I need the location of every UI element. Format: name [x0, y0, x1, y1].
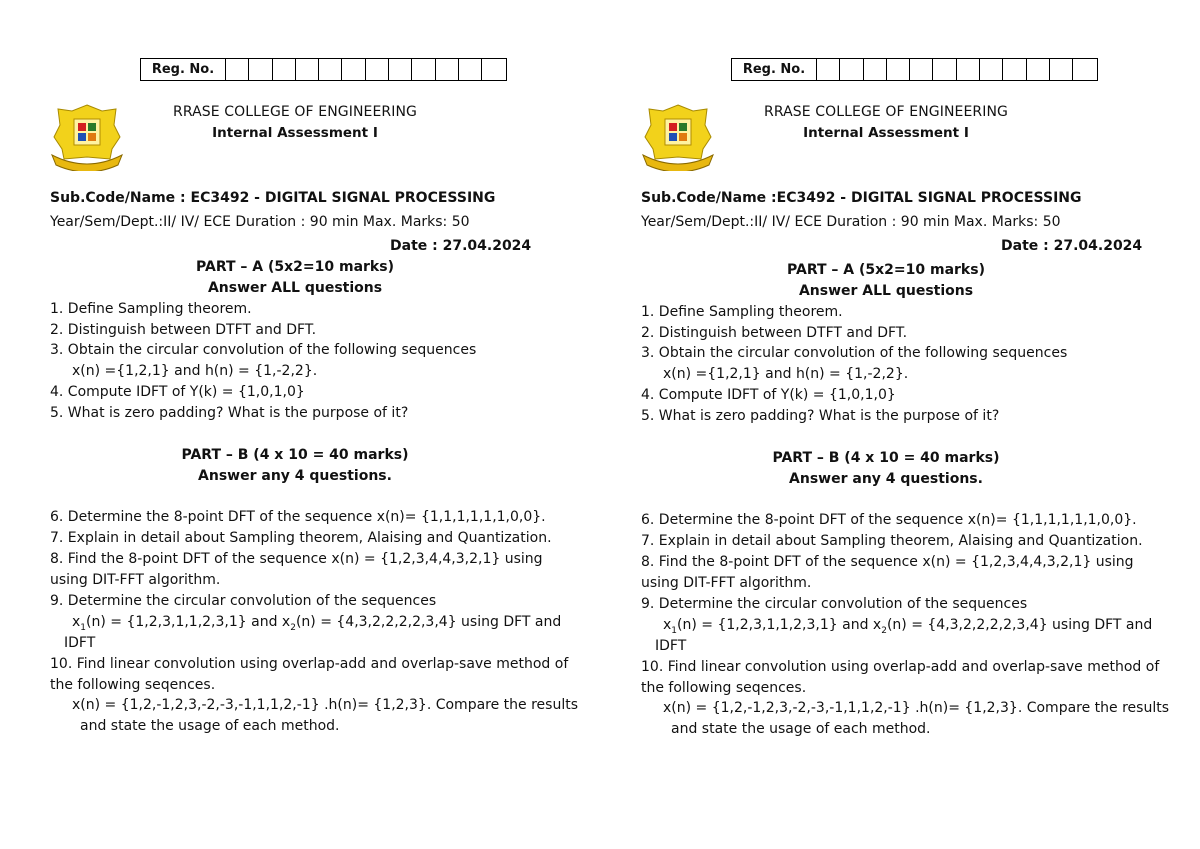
reg-no-cell[interactable]: [296, 59, 319, 80]
question-2: 2. Distinguish between DTFT and DFT.: [50, 322, 317, 338]
reg-no-cell[interactable]: [249, 59, 272, 80]
question-9-sequences: [663, 617, 1152, 636]
reg-no-cell[interactable]: [366, 59, 389, 80]
question-3: 3. Obtain the circular convolution of the following sequences: [50, 342, 477, 358]
year-sem-line: Year/Sem/Dept.:II/ IV/ ECE Duration : 90 min Max. Marks: 50: [50, 214, 470, 230]
reg-no-cell[interactable]: [957, 59, 980, 80]
reg-no-cell[interactable]: [1027, 59, 1050, 80]
reg-no-cell[interactable]: [273, 59, 296, 80]
question-2: 2. Distinguish between DTFT and DFT.: [641, 325, 908, 341]
question-1: 1. Define Sampling theorem.: [50, 301, 252, 317]
question-10-line2: the following seqences.: [50, 677, 216, 693]
subject-line: Sub.Code/Name :EC3492 - DIGITAL SIGNAL PROCESSING: [641, 190, 1082, 206]
reg-no-label: Reg. No.: [732, 59, 817, 80]
part-b-instruction: Answer any 4 questions.: [789, 471, 983, 487]
question-5: 5. What is zero padding? What is the purpose of it?: [50, 405, 409, 421]
exam-date: Date : 27.04.2024: [390, 238, 532, 254]
question-10-line3: x(n) = {1,2,-1,2,3,-2,-3,-1,1,1,2,-1} .h(n)= {1,2,3}. Compare the results: [663, 700, 1169, 716]
part-a-instruction: Answer ALL questions: [798, 283, 974, 299]
question-1: 1. Define Sampling theorem.: [641, 304, 843, 320]
reg-no-box: [731, 58, 1098, 81]
part-a-title: PART – A (5x2=10 marks): [787, 262, 985, 278]
question-3-sequences: x(n) ={1,2,1} and h(n) = {1,-2,2}.: [663, 366, 909, 382]
question-7: 7. Explain in detail about Sampling theorem, Alaising and Quantization.: [641, 533, 1143, 549]
reg-no-cell[interactable]: [482, 59, 505, 80]
question-10: 10. Find linear convolution using overlap-add and overlap-save method of: [641, 659, 1160, 675]
question-9-continued: IDFT: [655, 638, 687, 654]
reg-no-cell[interactable]: [817, 59, 840, 80]
part-a-instruction: Answer ALL questions: [207, 280, 383, 296]
question-3: 3. Obtain the circular convolution of the following sequences: [641, 345, 1068, 361]
question-4: 4. Compute IDFT of Y(k) = {1,0,1,0}: [50, 384, 305, 400]
q9-x1: x: [663, 617, 672, 633]
question-8: 8. Find the 8-point DFT of the sequence x(n) = {1,2,3,4,4,3,2,1} using: [641, 554, 1134, 570]
question-6: 6. Determine the 8-point DFT of the sequence x(n)= {1,1,1,1,1,1,0,0}.: [50, 509, 546, 525]
reg-no-cell[interactable]: [226, 59, 249, 80]
question-9-continued: IDFT: [64, 635, 96, 651]
reg-no-cell[interactable]: [840, 59, 863, 80]
question-5: 5. What is zero padding? What is the purpose of it?: [641, 408, 1000, 424]
question-4: 4. Compute IDFT of Y(k) = {1,0,1,0}: [641, 387, 896, 403]
reg-no-cell[interactable]: [459, 59, 482, 80]
question-10-line4: and state the usage of each method.: [671, 721, 931, 737]
q9-sub1: 1: [80, 622, 87, 633]
college-name: RRASE COLLEGE OF ENGINEERING: [173, 104, 417, 120]
question-paper-left: [50, 0, 610, 849]
reg-no-cell[interactable]: [910, 59, 933, 80]
exam-title: Internal Assessment I: [803, 125, 969, 141]
reg-no-cell[interactable]: [389, 59, 412, 80]
question-8-continued: using DIT-FFT algorithm.: [641, 575, 812, 591]
reg-no-cell[interactable]: [1003, 59, 1026, 80]
question-6: 6. Determine the 8-point DFT of the sequence x(n)= {1,1,1,1,1,1,0,0}.: [641, 512, 1137, 528]
q9-mid: (n) = {1,2,3,1,1,2,3,1} and x: [677, 617, 882, 633]
question-3-sequences: x(n) ={1,2,1} and h(n) = {1,-2,2}.: [72, 363, 318, 379]
reg-no-cell[interactable]: [412, 59, 435, 80]
question-paper-right: [641, 0, 1200, 849]
exam-date: Date : 27.04.2024: [1001, 238, 1143, 254]
q9-sub1: 1: [671, 625, 678, 636]
question-8: 8. Find the 8-point DFT of the sequence x(n) = {1,2,3,4,4,3,2,1} using: [50, 551, 543, 567]
question-10-line2: the following seqences.: [641, 680, 807, 696]
part-a-title: PART – A (5x2=10 marks): [196, 259, 394, 275]
reg-no-label: Reg. No.: [141, 59, 226, 80]
part-b-instruction: Answer any 4 questions.: [198, 468, 392, 484]
question-10-line4: and state the usage of each method.: [80, 718, 340, 734]
q9-x1: x: [72, 614, 81, 630]
question-8-continued: using DIT-FFT algorithm.: [50, 572, 221, 588]
q9-end: (n) = {4,3,2,2,2,2,3,4} using DFT and: [295, 614, 562, 630]
exam-title: Internal Assessment I: [212, 125, 378, 141]
q9-mid: (n) = {1,2,3,1,1,2,3,1} and x: [86, 614, 291, 630]
reg-no-cell[interactable]: [887, 59, 910, 80]
question-10: 10. Find linear convolution using overlap-add and overlap-save method of: [50, 656, 569, 672]
reg-no-cell[interactable]: [1050, 59, 1073, 80]
q9-sub2: 2: [881, 625, 887, 636]
reg-no-cell[interactable]: [864, 59, 887, 80]
year-sem-line: Year/Sem/Dept.:II/ IV/ ECE Duration : 90 min Max. Marks: 50: [641, 214, 1061, 230]
question-7: 7. Explain in detail about Sampling theorem, Alaising and Quantization.: [50, 530, 552, 546]
reg-no-cell[interactable]: [319, 59, 342, 80]
question-9-sequences: [72, 614, 561, 633]
part-b-title: PART – B (4 x 10 = 40 marks): [772, 450, 1000, 466]
q9-sub2: 2: [290, 622, 296, 633]
q9-end: (n) = {4,3,2,2,2,2,3,4} using DFT and: [886, 617, 1153, 633]
reg-no-cell[interactable]: [1073, 59, 1096, 80]
reg-no-cell[interactable]: [933, 59, 956, 80]
question-9: 9. Determine the circular convolution of the sequences: [641, 596, 1028, 612]
part-b-title: PART – B (4 x 10 = 40 marks): [181, 447, 409, 463]
question-10-line3: x(n) = {1,2,-1,2,3,-2,-3,-1,1,1,2,-1} .h(n)= {1,2,3}. Compare the results: [72, 697, 578, 713]
college-name: RRASE COLLEGE OF ENGINEERING: [764, 104, 1008, 120]
subject-line: Sub.Code/Name : EC3492 - DIGITAL SIGNAL PROCESSING: [50, 190, 496, 206]
reg-no-cell[interactable]: [436, 59, 459, 80]
reg-no-box: [140, 58, 507, 81]
question-9: 9. Determine the circular convolution of the sequences: [50, 593, 437, 609]
reg-no-cell[interactable]: [980, 59, 1003, 80]
reg-no-cell[interactable]: [342, 59, 365, 80]
